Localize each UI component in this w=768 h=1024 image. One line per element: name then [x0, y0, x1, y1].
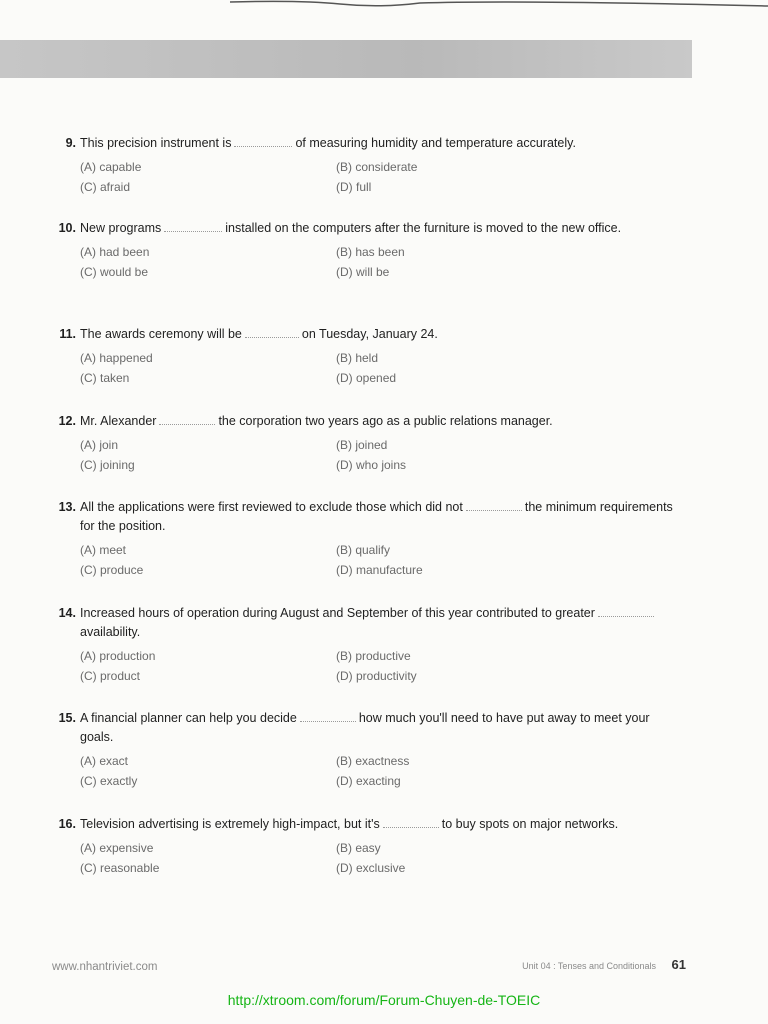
- choice-c: (C) produce: [80, 563, 144, 577]
- stem-part-2: of measuring humidity and temperature accurately.: [295, 136, 576, 150]
- question-13: [50, 498, 680, 580]
- footer-unit-title: [522, 961, 656, 971]
- choice-c: (C) joining: [80, 458, 135, 472]
- answer-blank: [466, 498, 522, 511]
- answer-choices: [50, 243, 680, 282]
- stem-part-1: Mr. Alexander: [80, 414, 157, 428]
- question-15: [50, 709, 680, 791]
- stem-part-1: Television advertising is extremely high-impact, but it's: [80, 817, 380, 831]
- question-stem: [50, 325, 680, 344]
- unit-label: Unit 04 : Tenses and Conditionals: [522, 961, 656, 971]
- choice-a: (A) capable: [80, 160, 142, 174]
- answer-blank: [159, 412, 215, 425]
- question-number: 9.: [65, 136, 76, 150]
- question-stem: [50, 815, 680, 834]
- answer-choices: [50, 436, 680, 475]
- stem-part-1: All the applications were first reviewed to exclude those which did not: [80, 500, 463, 514]
- choice-c: (C) product: [80, 669, 141, 683]
- header-band: [0, 40, 692, 78]
- stem-part-1: This precision instrument is: [80, 136, 232, 150]
- footer-website: www.nhantriviet.com: [52, 961, 158, 973]
- question-9: [50, 134, 680, 197]
- stem-part-1: A financial planner can help you decide: [80, 711, 297, 725]
- choice-b: (B) exactness: [336, 754, 410, 768]
- choice-b: (B) productive: [336, 649, 411, 663]
- forum-link[interactable]: http://xtroom.com/forum/Forum-Chuyen-de-TOEIC: [227, 992, 541, 1008]
- choice-d: (D) who joins: [336, 458, 407, 472]
- question-stem: [50, 412, 680, 431]
- question-number: 11.: [59, 327, 76, 341]
- answer-blank: [383, 815, 439, 828]
- choice-a: (A) exact: [80, 754, 129, 768]
- choice-d: (D) exclusive: [336, 861, 406, 875]
- choice-d: (D) full: [336, 180, 372, 194]
- stem-part-2: the minimum requirements for the position.: [80, 500, 673, 533]
- question-number: 13.: [58, 500, 76, 514]
- question-16: [50, 815, 680, 878]
- stem-part-1: New programs: [80, 221, 162, 235]
- answer-choices: [50, 158, 680, 197]
- choice-b: (B) qualify: [336, 543, 391, 557]
- choice-b: (B) joined: [336, 438, 388, 452]
- question-stem: [50, 219, 680, 238]
- question-12: [50, 412, 680, 475]
- choice-c: (C) afraid: [80, 180, 131, 194]
- answer-blank: [245, 325, 299, 338]
- question-number: 15.: [58, 711, 76, 725]
- answer-choices: [50, 752, 680, 791]
- choice-d: (D) will be: [336, 265, 390, 279]
- answer-choices: [50, 349, 680, 388]
- stem-part-2: availability.: [80, 625, 141, 639]
- question-14: [50, 604, 680, 686]
- question-stem: [50, 604, 680, 642]
- choice-d: (D) productivity: [336, 669, 417, 683]
- choice-b: (B) held: [336, 351, 379, 365]
- choice-b: (B) considerate: [336, 160, 418, 174]
- choice-d: (D) manufacture: [336, 563, 423, 577]
- choice-b: (B) has been: [336, 245, 405, 259]
- question-number: 12.: [58, 414, 76, 428]
- stem-part-2: installed on the computers after the furniture is moved to the new office.: [225, 221, 622, 235]
- choice-a: (A) expensive: [80, 841, 154, 855]
- question-stem: [50, 498, 680, 536]
- choice-c: (C) taken: [80, 371, 130, 385]
- choice-d: (D) exacting: [336, 774, 401, 788]
- answer-choices: [50, 541, 680, 580]
- choice-a: (A) meet: [80, 543, 127, 557]
- question-number: 16.: [58, 817, 76, 831]
- question-10: [50, 219, 680, 282]
- stem-part-2: on Tuesday, January 24.: [301, 327, 438, 341]
- choice-d: (D) opened: [336, 371, 397, 385]
- answer-choices: [50, 647, 680, 686]
- question-stem: [50, 134, 680, 153]
- answer-choices: [50, 839, 680, 878]
- question-11: [50, 325, 680, 388]
- choice-c: (C) reasonable: [80, 861, 160, 875]
- answer-blank: [234, 134, 292, 147]
- choice-a: (A) had been: [80, 245, 150, 259]
- choice-a: (A) happened: [80, 351, 153, 365]
- page-number: 61: [671, 957, 686, 972]
- choice-a: (A) join: [80, 438, 119, 452]
- choice-b: (B) easy: [336, 841, 381, 855]
- answer-blank: [300, 709, 356, 722]
- choice-c: (C) would be: [80, 265, 149, 279]
- stem-part-2: how much you'll need to have put away to meet your goals.: [80, 711, 650, 744]
- page-edge-curve: [0, 0, 768, 14]
- stem-part-2: to buy spots on major networks.: [441, 817, 619, 831]
- choice-c: (C) exactly: [80, 774, 138, 788]
- question-number: 14.: [58, 606, 76, 620]
- answer-blank: [598, 604, 654, 617]
- choice-a: (A) production: [80, 649, 156, 663]
- question-number: 10.: [58, 221, 76, 235]
- stem-part-2: the corporation two years ago as a public relations manager.: [218, 414, 553, 428]
- question-stem: [50, 709, 680, 747]
- stem-part-1: The awards ceremony will be: [80, 327, 242, 341]
- stem-part-1: Increased hours of operation during August and September of this year contributed to greater: [80, 606, 595, 620]
- answer-blank: [164, 219, 222, 232]
